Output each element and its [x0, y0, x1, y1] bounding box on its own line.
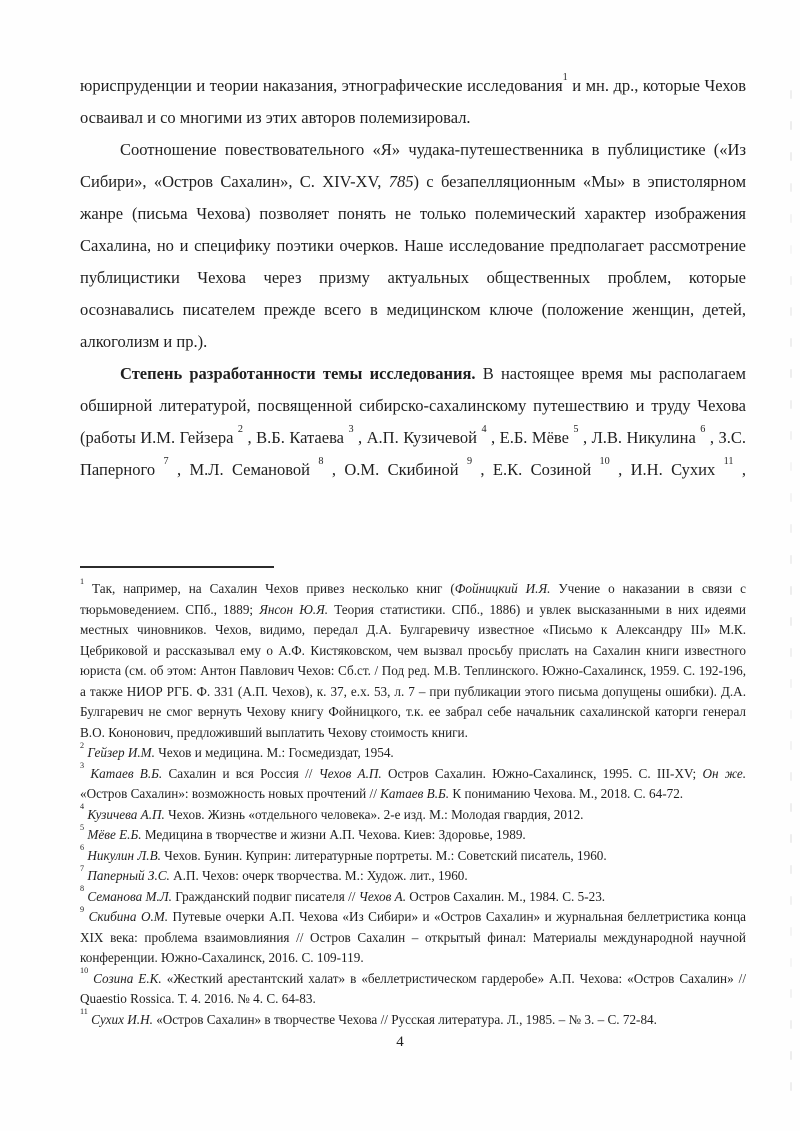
- text-segment: , Е.Б. Мёве: [486, 428, 574, 447]
- text-segment: Путевые очерки А.П. Чехова «Из Сибири» и «Остров Сахалин» и журнальная беллетристика конца XIX века: проблема взаимовлияния // Остров Сахалин – открытый финал: Материалы международной научной конференции. Южно-Сахалинск, 2016. С. 109-119.: [80, 909, 747, 965]
- scan-mark: [790, 214, 792, 223]
- text-segment: «Остров Сахалин» в творчестве Чехова // Русская литература. Л., 1985. – № 3. – С. 72-84.: [152, 1011, 657, 1027]
- scan-mark: [790, 524, 792, 533]
- text-segment: Созина Е.К.: [93, 970, 162, 986]
- scan-mark: [790, 400, 792, 409]
- superscript-reference: 4: [80, 802, 85, 812]
- superscript-reference: 6: [700, 423, 706, 435]
- text-segment: Семанова М.Л.: [87, 888, 172, 904]
- text-segment: Катаев В.Б.: [380, 786, 450, 801]
- footnote: [80, 966, 747, 1010]
- footnote: [80, 1007, 746, 1031]
- page-number: 4: [396, 1034, 404, 1050]
- text-segment: ,: [733, 460, 746, 479]
- superscript-reference: 3: [348, 423, 354, 435]
- text-segment: Так, например, на Сахалин Чехов привез несколько книг (: [84, 581, 455, 596]
- text-segment: А.П. Чехов: очерк творчества. М.: Худож. лит., 1960.: [169, 868, 468, 883]
- text-segment: , А.П. Кузичевой: [353, 428, 482, 447]
- scan-mark: [790, 896, 792, 905]
- text-segment: 785: [388, 172, 414, 191]
- superscript-reference: 5: [573, 423, 579, 435]
- text-segment: Гражданский подвиг писателя //: [171, 888, 359, 904]
- text-segment: К пониманию Чехова. М., 2018. С. 64-72.: [449, 786, 684, 801]
- text-segment: , Л.В. Никулина: [578, 428, 701, 447]
- body-text: [80, 70, 746, 486]
- scan-mark: [790, 958, 792, 967]
- superscript-reference: 7: [163, 455, 169, 467]
- body-paragraph: [80, 358, 746, 486]
- scan-mark: [790, 369, 792, 378]
- scan-mark: [790, 710, 792, 719]
- text-segment: , О.М. Скибиной: [323, 460, 467, 479]
- superscript-reference: 8: [80, 884, 85, 894]
- scan-mark: [790, 648, 792, 657]
- superscript-reference: 9: [80, 904, 85, 914]
- scan-mark: [790, 152, 792, 161]
- text-segment: Никулин Л.В.: [87, 847, 161, 863]
- footnotes: [80, 576, 747, 1030]
- scan-mark: [790, 803, 792, 812]
- text-segment: юриспруденции и теории наказания, этнографические исследования: [80, 76, 563, 95]
- footnote: [80, 740, 746, 764]
- superscript-reference: 4: [481, 423, 487, 435]
- text-segment: , М.Л. Семановой: [168, 460, 319, 479]
- scan-mark: [790, 90, 792, 99]
- scan-mark: [790, 834, 792, 843]
- superscript-reference: 6: [80, 843, 85, 853]
- superscript-reference: 10: [80, 966, 89, 976]
- text-segment: «Остров Сахалин»: возможность новых прочтений //: [80, 786, 381, 801]
- scan-mark: [790, 307, 792, 316]
- footnote-separator: [80, 566, 274, 568]
- scan-mark: [790, 121, 792, 130]
- superscript-reference: 7: [80, 863, 85, 873]
- text-segment: В настоящее время мы располагаем обширной литературой, посвященной сибирско-сахалинскому путешествию и труду Чехова (работы И.М. Гейзера: [80, 364, 746, 447]
- scan-mark: [790, 183, 792, 192]
- text-segment: Катаев В.Б.: [90, 765, 163, 781]
- scan-mark: [790, 865, 792, 874]
- superscript-reference: 9: [466, 455, 473, 467]
- scan-mark: [790, 1082, 792, 1091]
- scan-mark: [790, 679, 792, 688]
- scan-mark: [790, 989, 792, 998]
- scan-mark: [790, 493, 792, 502]
- text-segment: Сахалин и вся Россия //: [162, 765, 319, 781]
- scan-mark: [790, 276, 792, 285]
- footnote: [80, 802, 746, 826]
- text-segment: Чехов А.: [358, 888, 406, 904]
- footnote: [80, 576, 746, 743]
- text-segment: , В.Б. Катаева: [243, 428, 349, 447]
- superscript-reference: 11: [723, 455, 734, 467]
- text-segment: Скибина О.М.: [88, 909, 169, 924]
- text-segment: Фойницкий И.Я.: [454, 581, 551, 596]
- text-segment: Он же.: [702, 765, 746, 781]
- scan-mark: [790, 586, 792, 595]
- body-paragraph: [80, 134, 746, 358]
- footnote: [80, 863, 746, 887]
- superscript-reference: 10: [599, 455, 610, 467]
- text-segment: ) с безапелляционным «Мы» в эпистолярном жанре (письма Чехова) позволяет понять не только полемический характер изображения Сахалина, но и специфику поэтики очерков. Наше исследование предполагает рассмотрение публицистики Чехова через призму актуальных общественных проблем, которые осознавались писателем прежде всего в медицинском ключе (положение женщин, детей, алкоголизм и пр.).: [80, 172, 747, 351]
- text-segment: Гейзер И.М.: [87, 745, 155, 760]
- superscript-reference: 2: [80, 740, 85, 750]
- text-segment: Теория статистики. СПб., 1886) и увлек высказанными в них идеями местных чиновников. Чехов, видимо, передал Д.А. Булгаревичу известное «Письмо к Александру III» М.К. Цебриковой и рассказывал ему о А.Ф. Кистяковском, чем вызвал просьбу прислать на Сахалин книги известного юриста (см. об этом: Антон Павлович Чехов: Сб.ст. / Под ред. М.В. Теплинского. Южно-Сахалинск, 1959. С. 192-196, а также НИОР РГБ. Ф. 331 (А.П. Чехов), к. 37, е.х. 53, л. 7 – при публикации этого письма допущены ошибки). Д.А. Булгаревич не смог вернуть Чехову книгу Фойницкого, т.к. ее забрал себе начальник сахалинской каторги генерал В.О. Кононович, предложивший выплатить Чехову стоимость книги.: [80, 601, 746, 740]
- scan-mark: [790, 462, 792, 471]
- text-segment: Кузичева А.П.: [87, 806, 165, 822]
- footnote: [80, 761, 746, 805]
- scan-mark: [790, 741, 792, 750]
- scan-mark: [790, 245, 792, 254]
- scan-mark: [790, 927, 792, 936]
- text-segment: Чехов. Жизнь «отдельного человека». 2-е изд. М.: Молодая гвардия, 2012.: [164, 806, 584, 822]
- superscript-reference: 3: [80, 761, 85, 771]
- text-segment: Чехов. Бунин. Куприн: литературные портреты. М.: Советский писатель, 1960.: [160, 847, 607, 863]
- text-segment: Сухих И.Н.: [91, 1011, 153, 1027]
- scan-mark: [790, 338, 792, 347]
- footnote: [80, 843, 746, 867]
- footnote: [80, 822, 746, 846]
- footnote: [80, 904, 747, 969]
- superscript-reference: 1: [80, 576, 85, 586]
- text-segment: Остров Сахалин. Южно-Сахалинск, 1995. С. III-XV;: [381, 765, 703, 781]
- superscript-reference: 2: [237, 423, 244, 435]
- text-segment: , И.Н. Сухих: [609, 460, 724, 479]
- text-segment: Чехов и медицина. М.: Госмедиздат, 1954.: [154, 745, 394, 760]
- superscript-reference: 11: [80, 1007, 88, 1017]
- text-segment: Мёве Е.Б.: [87, 827, 142, 842]
- scan-artifacts: [788, 0, 794, 1131]
- text-segment: Янсон Ю.Я.: [259, 601, 329, 617]
- scan-mark: [790, 617, 792, 626]
- text-segment: Учение о наказании в связи с тюрьмоведением. СПб., 1889;: [80, 581, 746, 617]
- body-paragraph: [80, 70, 746, 134]
- text-segment: Медицина в творчестве и жизни А.П. Чехова. Киев: Здоровье, 1989.: [141, 827, 526, 842]
- text-segment: Остров Сахалин. М., 1984. С. 5-23.: [406, 888, 606, 904]
- superscript-reference: 1: [562, 71, 568, 83]
- scan-mark: [790, 1051, 792, 1060]
- footnote: [80, 884, 746, 908]
- text-segment: Степень разработанности темы исследования.: [120, 364, 476, 383]
- text-segment: и мн. др., которые Чехов осваивал и со многими из этих авторов полемизировал.: [80, 76, 746, 127]
- scan-mark: [790, 555, 792, 564]
- scan-mark: [790, 431, 792, 440]
- text-segment: Паперный З.С.: [87, 868, 170, 883]
- text-segment: Чехов А.П.: [318, 765, 382, 781]
- text-segment: , З.С. Паперного: [80, 428, 746, 479]
- scan-mark: [790, 772, 792, 781]
- scan-mark: [790, 1020, 792, 1029]
- superscript-reference: 5: [80, 822, 85, 832]
- text-segment: «Жесткий арестантский халат» в «беллетристическом гардеробе» А.П. Чехова: «Остров Сахалин» // Quaestio Rossica. Т. 4. 2016. № 4. С. 64-83.: [80, 970, 747, 1006]
- superscript-reference: 8: [318, 455, 324, 467]
- text-segment: Соотношение повествовательного «Я» чудака-путешественника в публицистике («Из Сибири», «Остров Сахалин», С. XIV-XV,: [80, 140, 746, 191]
- text-segment: , Е.К. Созиной: [472, 460, 600, 479]
